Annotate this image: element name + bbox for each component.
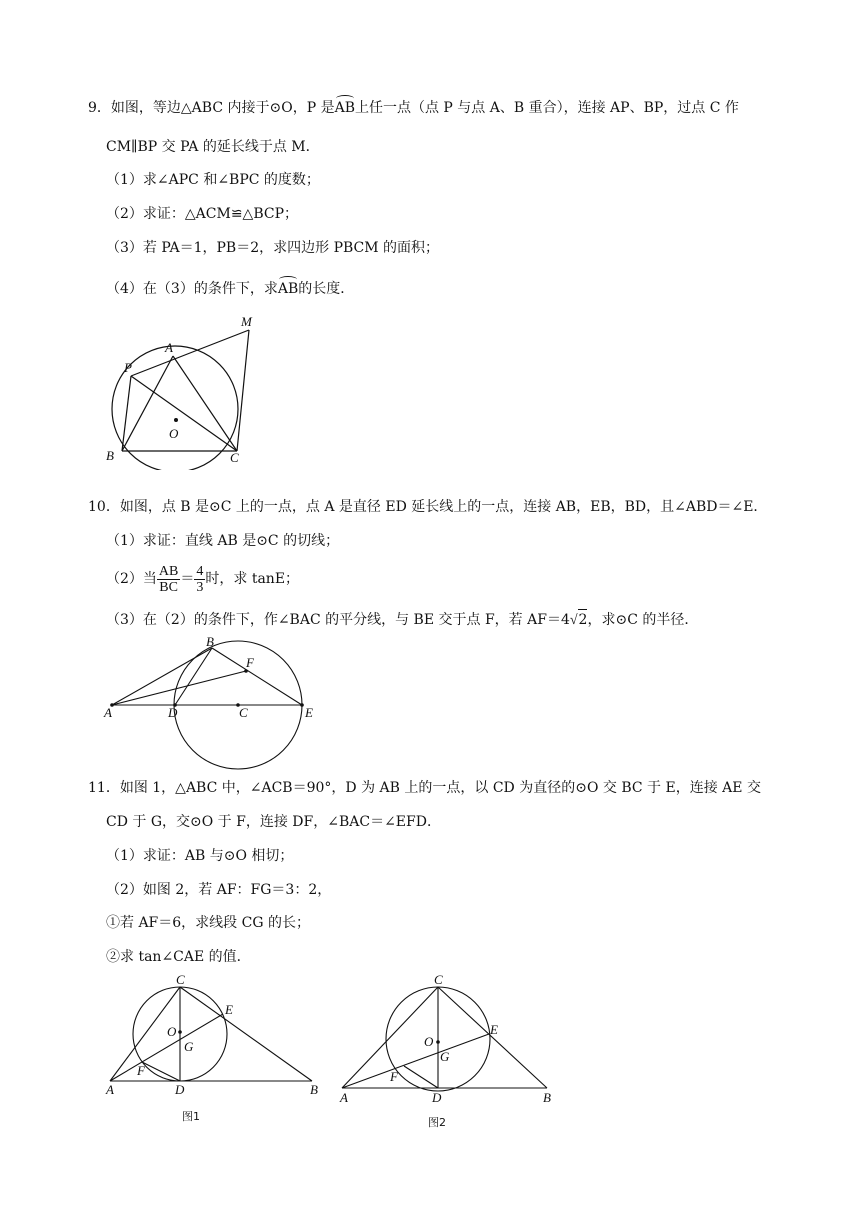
q9-line2: CM∥BP 交 PA 的延长线于点 M．	[106, 139, 320, 155]
q9-seg-pm	[131, 330, 249, 376]
q10-seg-af	[112, 671, 246, 705]
q9-seg-mc	[237, 330, 249, 451]
q9-seg-pc	[131, 376, 237, 451]
q10-sqrt-value: 2	[578, 609, 588, 630]
q9-seg-pb	[122, 376, 131, 451]
q11f2-seg-df	[404, 1066, 438, 1088]
q10-line1: 10．如图，点 B 是⊙C 上的一点，点 A 是直径 ED 延长线上的一点，连接 AB，EB，BD，且∠ABD＝∠E．	[88, 499, 768, 515]
q9-part4-b: 的长度．	[298, 281, 355, 297]
q10-part2	[106, 562, 299, 596]
q10-part3-a: （3）在（2）的条件下，作∠BAC 的平分线，与 BE 交于点 F，若 AF＝4	[106, 612, 570, 628]
q10-eq: ＝	[180, 571, 195, 587]
q9-part4-a: （4）在（3）的条件下，求	[106, 281, 278, 297]
q9-center-dot	[174, 418, 178, 422]
q10-frac-4-3	[194, 564, 205, 595]
q11f1-label-a: A	[106, 1082, 114, 1097]
q11f1-label-f: F	[137, 1063, 145, 1078]
q9-text-b: 上任一点（点 P 与点 A、B 重合），连接 AP、BP，过点 C 作	[354, 100, 739, 116]
q9-part4	[106, 279, 354, 299]
q11-line2: CD 于 G，交⊙O 于 F，连接 DF，∠BAC＝∠EFD．	[106, 814, 441, 830]
q11f1-label-b: B	[310, 1082, 318, 1097]
q9-seg-ac	[173, 356, 237, 451]
q11f2-caption: 图2	[428, 1116, 446, 1129]
q11f2-label-b: B	[543, 1090, 551, 1105]
q11f2-seg-cb	[438, 987, 547, 1088]
q11f2-label-f: F	[390, 1069, 398, 1084]
q11-part2: （2）如图 2，若 AF：FG＝3：2，	[106, 882, 332, 898]
q10-label-b: B	[206, 636, 214, 649]
q11-line1: 11．如图 1，△ABC 中，∠ACB＝90°，D 为 AB 上的一点，以 CD 为直径的⊙O 交 BC 于 E，连接 AE 交	[88, 780, 761, 796]
q10-dot-e	[300, 703, 304, 707]
q11f1-center-dot	[178, 1030, 182, 1034]
q10-part2-b: 时，求 tanE；	[205, 571, 300, 587]
q11f1-label-e: E	[225, 1002, 233, 1017]
q11-sub1: ①若 AF＝6，求线段 CG 的长；	[106, 915, 310, 931]
q9-label-m: M	[241, 314, 252, 329]
q9-arc-ab: AB	[334, 100, 355, 116]
q11-part1: （1）求证：AB 与⊙O 相切；	[106, 848, 294, 864]
q9-label-p: P	[124, 360, 132, 375]
q11f1-caption: 图1	[182, 1110, 200, 1123]
q11f2-label-d: D	[432, 1090, 442, 1105]
q11f1-seg-df	[142, 1062, 180, 1081]
q10-label-d: D	[168, 705, 178, 720]
q11f2-label-e: E	[490, 1022, 498, 1037]
q9-part1: （1）求∠APC 和∠BPC 的度数；	[106, 172, 320, 188]
q9-figure	[100, 308, 270, 470]
q9-part4-arc: AB	[277, 281, 299, 297]
q9-label-b: B	[106, 448, 114, 463]
q10-frac-num: AB	[158, 563, 179, 579]
q11f1-label-c: C	[176, 972, 185, 987]
q9-text-a: 9．如图，等边△ABC 内接于⊙O，P 是	[88, 100, 335, 116]
q11-figure-2	[332, 970, 562, 1136]
q10-label-f: F	[246, 655, 254, 670]
q10-part1: （1）求证：直线 AB 是⊙C 的切线；	[106, 533, 340, 549]
q11f2-label-g: G	[440, 1049, 450, 1064]
q10-frac-den: BC	[159, 579, 178, 595]
q10-figure	[100, 636, 330, 772]
q9-label-c: C	[230, 450, 239, 465]
q10-frac-ab-bc	[157, 564, 180, 595]
q10-part3-b: ，求⊙C 的半径．	[587, 612, 699, 628]
q9-label-a: A	[165, 340, 173, 355]
q11-sub2: ②求 tan∠CAE 的值．	[106, 949, 251, 965]
q10-label-a: A	[104, 705, 112, 720]
q10-label-e: E	[305, 705, 313, 720]
q11f2-label-a: A	[340, 1090, 348, 1105]
q9-line1	[88, 98, 739, 118]
q9-part2: （2）求证：△ACM≌△BCP；	[106, 206, 299, 222]
q10-frac2-den: 3	[196, 579, 204, 595]
q11f1-label-o: O	[167, 1024, 177, 1039]
q10-seg-ab	[112, 648, 212, 705]
q11f2-label-c: C	[434, 972, 443, 987]
q10-frac2-num: 4	[196, 563, 204, 579]
q11f1-label-d: D	[175, 1082, 185, 1097]
q11-figure-1	[100, 972, 330, 1130]
q10-part3: （3）在（2）的条件下，作∠BAC 的平分线，与 BE 交于点 F，若 AF＝4√2，求⊙C 的半径．	[106, 609, 698, 631]
q9-label-o: O	[169, 426, 179, 441]
q11f1-seg-cb	[180, 987, 312, 1081]
q10-label-c: C	[239, 705, 248, 720]
q11f2-seg-ae	[342, 1034, 489, 1088]
q11f1-label-g: G	[184, 1039, 194, 1054]
q11f2-label-o: O	[424, 1034, 434, 1049]
q10-part2-a: （2）当	[106, 571, 157, 587]
q11f2-center-dot	[436, 1040, 440, 1044]
q9-part3: （3）若 PA＝1，PB＝2，求四边形 PBCM 的面积；	[106, 240, 440, 256]
